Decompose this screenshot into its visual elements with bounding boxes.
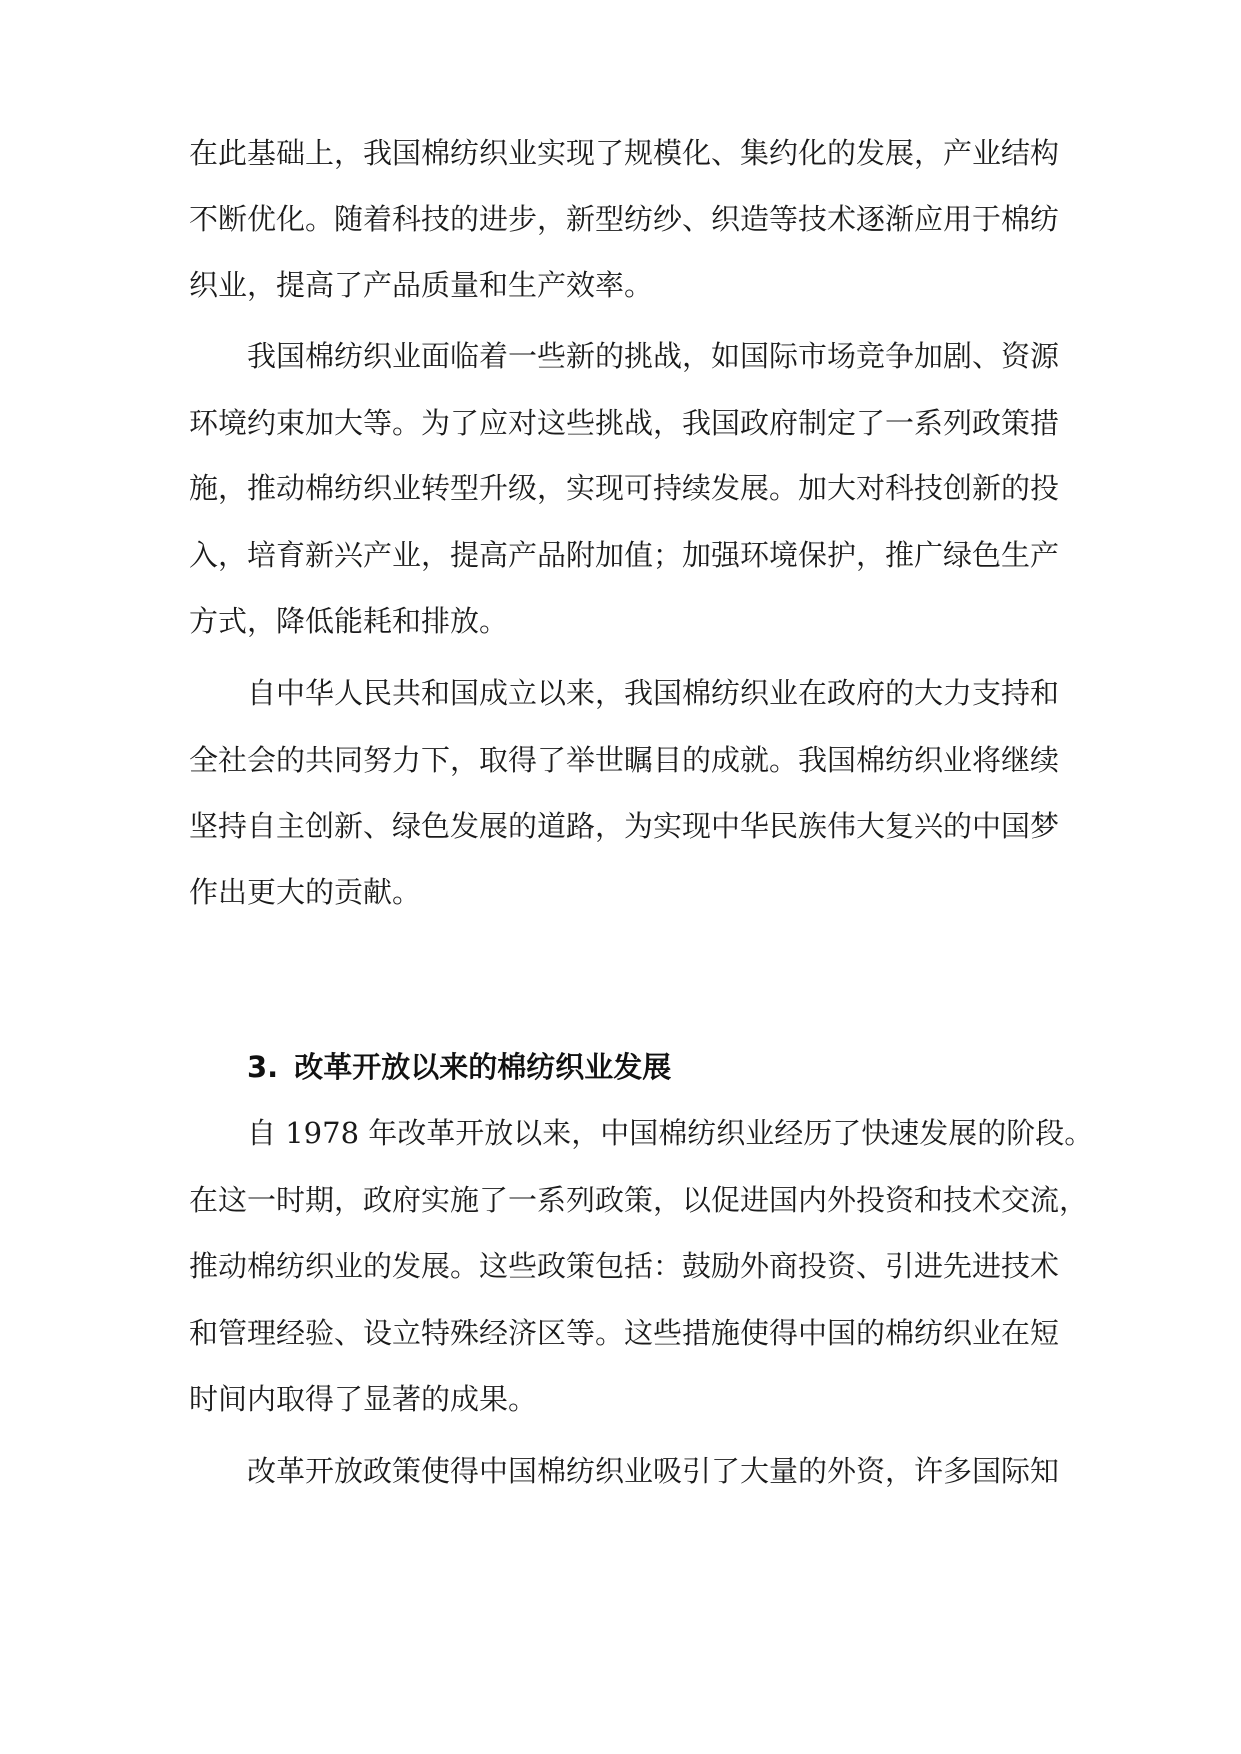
paragraph-3-line-1: 自中华人民共和国成立以来，我国棉纺织业在政府的大力支持和 <box>247 676 1060 710</box>
paragraph-1-line-2: 不断优化。随着科技的进步，新型纺纱、织造等技术逐渐应用于棉纺 <box>189 202 1060 236</box>
paragraph-2-line-2: 环境约束加大等。为了应对这些挑战，我国政府制定了一系列政策措 <box>189 406 1060 440</box>
section-title: 改革开放以来的棉纺织业发展 <box>294 1050 672 1084</box>
section-paragraph-2-line-1: 改革开放政策使得中国棉纺织业吸引了大量的外资，许多国际知 <box>247 1454 1060 1488</box>
paragraph-3-line-2: 全社会的共同努力下，取得了举世瞩目的成就。我国棉纺织业将继续 <box>189 743 1060 777</box>
paragraph-2-line-1: 我国棉纺织业面临着一些新的挑战，如国际市场竞争加剧、资源 <box>247 339 1060 373</box>
section-number: 3. <box>247 1050 279 1084</box>
section-paragraph-1-line-4: 和管理经验、设立特殊经济区等。这些措施使得中国的棉纺织业在短 <box>189 1316 1060 1350</box>
section-heading <box>247 1047 671 1087</box>
paragraph-1-line-1: 在此基础上，我国棉纺织业实现了规模化、集约化的发展，产业结构 <box>189 136 1060 170</box>
paragraph-1-line-3: 织业，提高了产品质量和生产效率。 <box>189 268 654 302</box>
paragraph-3-line-4: 作出更大的贡献。 <box>189 875 422 909</box>
paragraph-2-line-5: 方式，降低能耗和排放。 <box>189 604 509 638</box>
paragraph-3-line-3: 坚持自主创新、绿色发展的道路，为实现中华民族伟大复兴的中国梦 <box>189 809 1060 843</box>
section-paragraph-1-line-5: 时间内取得了显著的成果。 <box>189 1382 538 1416</box>
paragraph-2-line-3: 施，推动棉纺织业转型升级，实现可持续发展。加大对科技创新的投 <box>189 471 1060 505</box>
section-paragraph-1-line-1: 自 1978 年改革开放以来，中国棉纺织业经历了快速发展的阶段。 <box>247 1116 1094 1150</box>
section-paragraph-1-line-3: 推动棉纺织业的发展。这些政策包括：鼓励外商投资、引进先进技术 <box>189 1249 1060 1283</box>
paragraph-2-line-4: 入，培育新兴产业，提高产品附加值；加强环境保护，推广绿色生产 <box>189 538 1060 572</box>
section-paragraph-1-line-2: 在这一时期，政府实施了一系列政策，以促进国内外投资和技术交流， <box>189 1183 1089 1217</box>
